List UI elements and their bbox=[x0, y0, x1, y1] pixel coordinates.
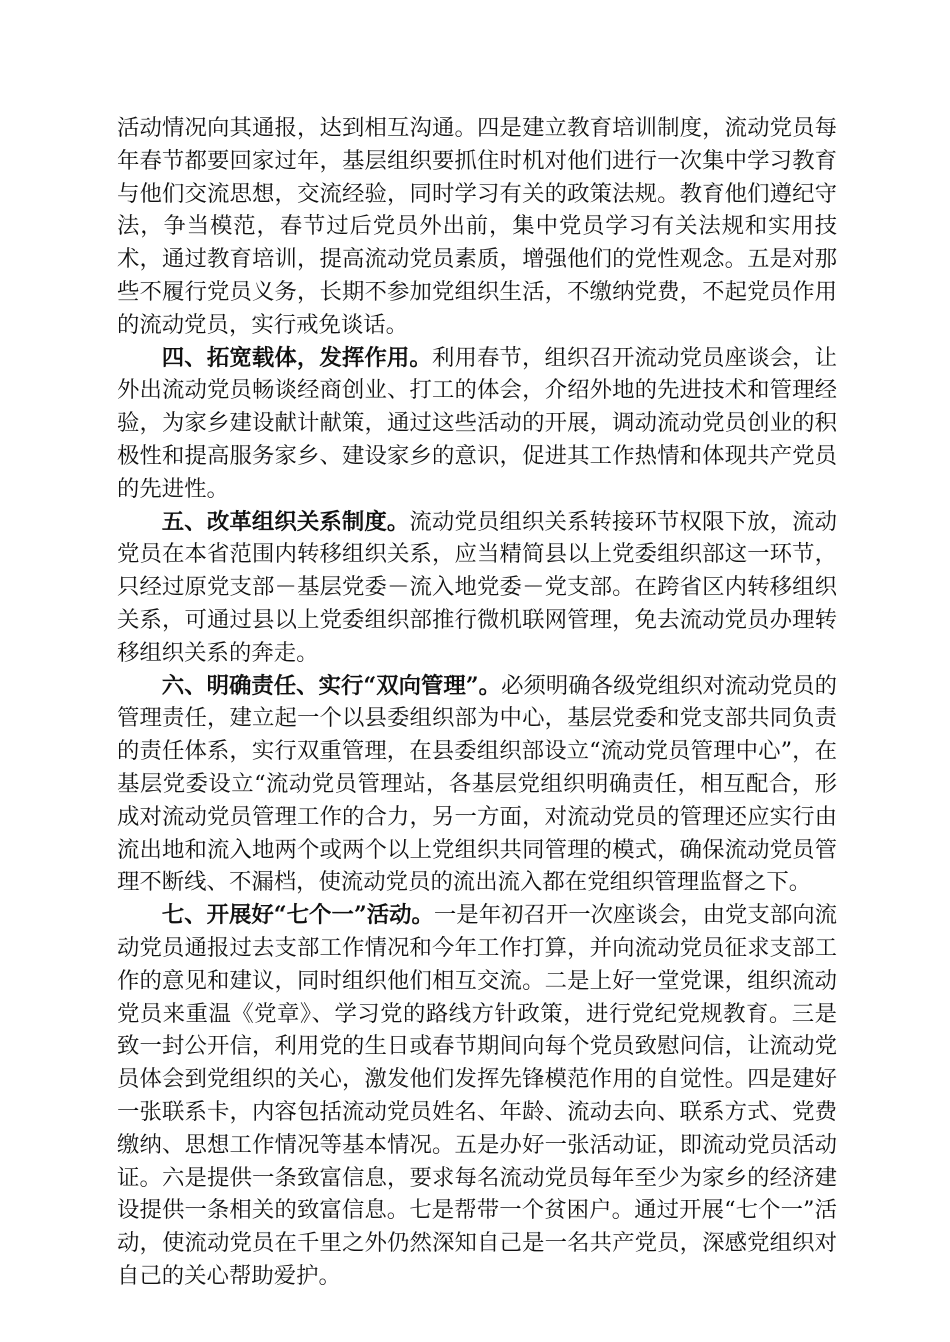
paragraph-text: 一是年初召开一次座谈会，由党支部向流动党员通报过去支部工作情况和今年工作打算，并向流动党员征求支部工作的意见和建议，同时组织他们相互交流。二是上好一堂党课，组织流动党员来重温《党章》、学习党的路线方针政策，进行党纪党规教育。三是致一封公开信，利用党的生日或春节期间向每个党员致慰问信，让流动党员体会到党组织的关心，激发他们发挥先锋模范作用的自觉性。四是建好一张联系卡，内容包括流动党员姓名、年龄、流动去向、联系方式、党费缴纳、思想工作情况等基本情况。五是办好一张活动证，即流动党员活动证。六是提供一条致富信息，要求每名流动党员每年至少为家乡的经济建设提供一条相关的致富信息。七是帮带一个贫困户。通过开展“七个一”活动，使流动党员在千里之外仍然深知自己是一名共产党员，深感党组织对自己的关心帮助爱护。 bbox=[117, 902, 837, 1289]
paragraph-text: 必须明确各级党组织对流动党员的管理责任，建立起一个以县委组织部为中心，基层党委和党支部共同负责的责任体系，实行双重管理，在县委组织部设立“流动党员管理中心”，在基层党委设立“流动党员管理站，各基层党组织明确责任，相互配合，形成对流动党员管理工作的合力，另一方面，对流动党员的管理还应实行由流出地和流入地两个或两个以上党组织共同管理的模式，确保流动党员管理不断线、不漏档，使流动党员的流出流入都在党组织管理监督之下。 bbox=[117, 672, 838, 896]
section-heading: 五、改革组织关系制度。 bbox=[161, 508, 410, 535]
paragraph-text: 活动情况向其通报，达到相互沟通。四是建立教育培训制度，流动党员每年春节都要回家过年，基层组织要抓住时机对他们进行一次集中学习教育与他们交流思想，交流经验，同时学习有关的政策法规。教育他们遵纪守法，争当模范，春节过后党员外出前，集中党员学习有关法规和实用技术，通过教育培训，提高流动党员素质，增强他们的党性观念。五是对那些不履行党员义务，长期不参加党组织生活，不缴纳党费，不起党员作用的流动党员，实行戒免谈话。 bbox=[117, 115, 837, 338]
paragraph-text: 流动党员组织关系转接环节权限下放，流动党员在本省范围内转移组织关系，应当精简县以上党委组织部这一环节，只经过原党支部－基层党委－流入地党委－党支部。在跨省区内转移组织关系，可通过县以上党委组织部推行微机联网管理，免去流动党员办理转移组织关系的奔走。 bbox=[117, 508, 838, 666]
section-heading: 七、开展好“七个一”活动。 bbox=[161, 902, 434, 929]
section-heading: 六、明确责任、实行“双向管理”。 bbox=[161, 672, 502, 699]
paragraph-section-four bbox=[117, 342, 837, 506]
paragraph-section-six bbox=[117, 670, 837, 900]
section-heading: 四、拓宽载体，发挥作用。 bbox=[161, 344, 432, 371]
paragraph-section-seven bbox=[117, 899, 837, 1293]
paragraph-continuation bbox=[117, 112, 837, 342]
paragraph-text: 利用春节，组织召开流动党员座谈会，让外出流动党员畅谈经商创业、打工的体会，介绍外地的先进技术和管理经验，为家乡建设献计献策，通过这些活动的开展，调动流动党员创业的积极性和提高服务家乡、建设家乡的意识，促进其工作热情和体现共产党员的先进性。 bbox=[117, 344, 838, 502]
paragraph-section-five bbox=[117, 506, 837, 670]
document-page bbox=[117, 112, 837, 1293]
